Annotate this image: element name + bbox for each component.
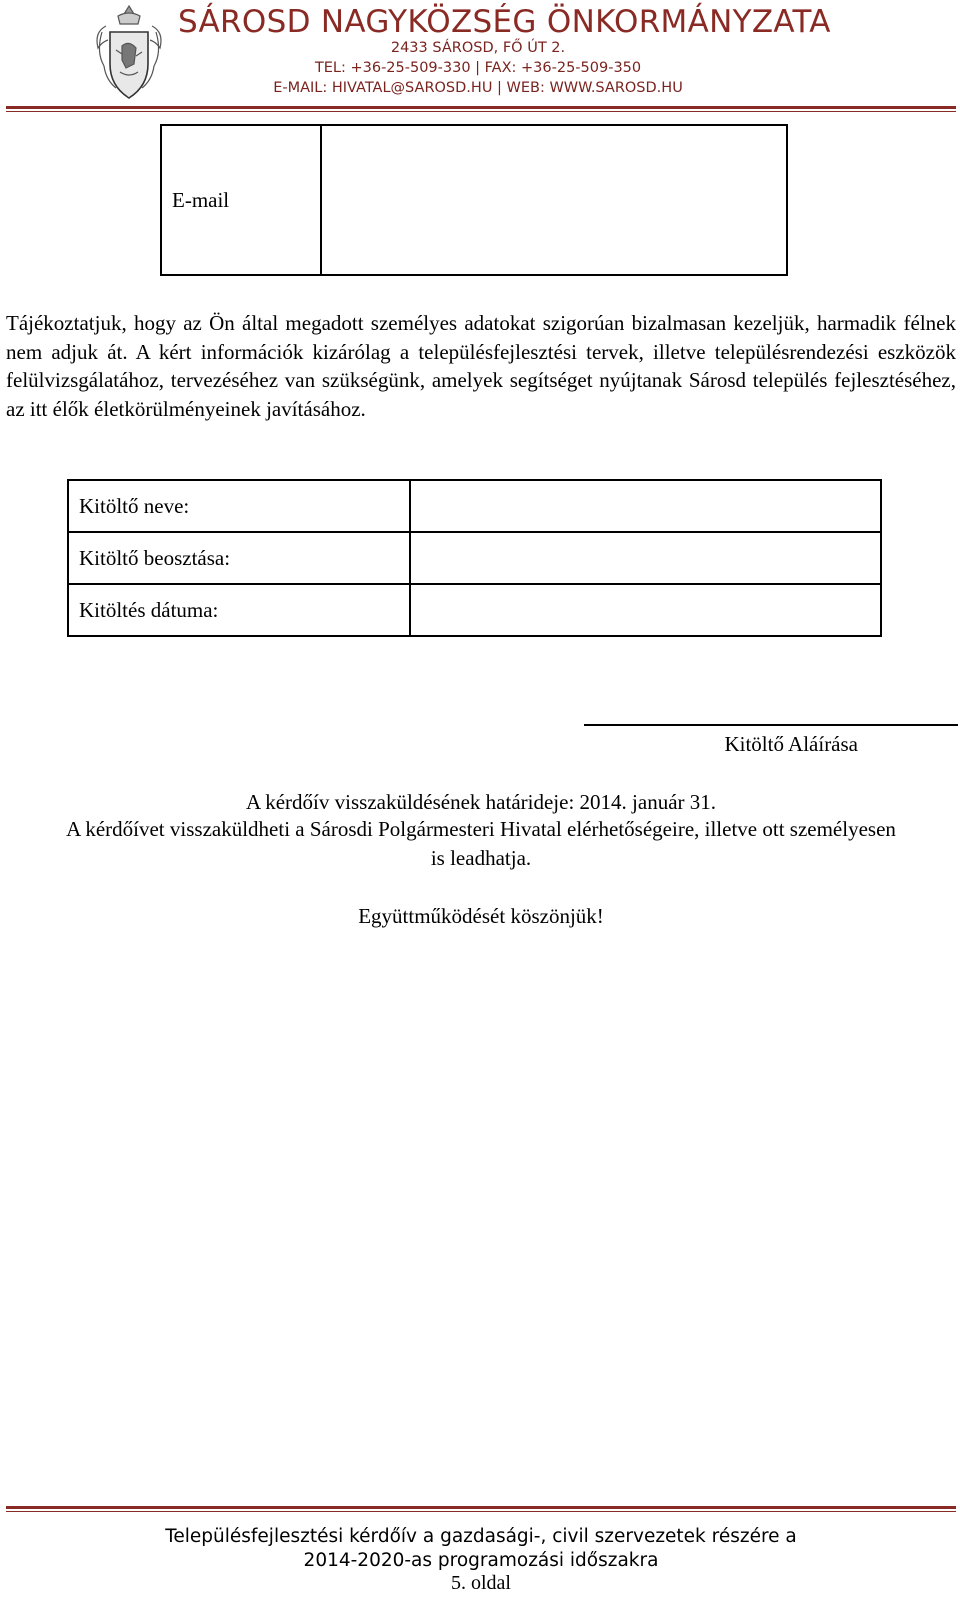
return-note: A kérdőívet visszaküldheti a Sárosdi Polgármesteri Hivatal elérhetőségeire, illetve ott személyesen is leadhatja. — [66, 817, 896, 870]
footer-line-1: Településfejlesztési kérdőív a gazdasági-, civil szervezetek részére a — [165, 1526, 797, 1547]
email-web-line: E-MAIL: HIVATAL@SAROSD.HU | WEB: WWW.SAROSD.HU — [273, 80, 683, 96]
privacy-notice: Tájékoztatjuk, hogy az Ön által megadott személyes adatokat szigorúan bizalmasan kezeljük, harmadik félnek nem adjuk át. A kért információk kizárólag a településfejlesztési tervek, illetve településrendezési eszközök felülvizsgálatához, tervezéséhez van szükségünk, amelyek segítséget nyújtanak Sárosd település fejlesztéséhez, az itt élők életkörülményeinek javításához. — [6, 311, 956, 421]
email-field[interactable] — [321, 125, 787, 275]
signature-label: Kitöltő Aláírása — [724, 732, 858, 756]
respondent-position-label: Kitöltő beosztása: — [68, 532, 410, 584]
respondent-position-field[interactable] — [410, 532, 881, 584]
municipality-title: SÁROSD NAGYKÖZSÉG ÖNKORMÁNYZATA — [178, 4, 831, 40]
deadline-note: A kérdőív visszaküldésének határideje: 2014. január 31. — [245, 790, 717, 814]
signature-label-wrap — [600, 732, 958, 757]
header-divider-thin — [6, 111, 956, 112]
fill-date-label: Kitöltés dátuma: — [68, 584, 410, 636]
thanks-note: Együttműködését köszönjük! — [358, 904, 604, 928]
page-number: 5. oldal — [451, 1572, 511, 1594]
header-divider — [6, 106, 956, 109]
respondent-form — [67, 479, 882, 637]
respondent-name-field[interactable] — [410, 480, 881, 532]
coat-of-arms-icon — [92, 2, 166, 106]
footer-divider — [6, 1506, 956, 1509]
footer-line-2: 2014-2020-as programozási időszakra — [303, 1550, 659, 1571]
fill-date-field[interactable] — [410, 584, 881, 636]
footer-divider-thin — [6, 1511, 956, 1512]
signature-line[interactable] — [584, 724, 958, 726]
table-row — [68, 480, 881, 532]
email-label: E-mail — [161, 125, 321, 275]
respondent-name-label: Kitöltő neve: — [68, 480, 410, 532]
phone-fax-line: TEL: +36-25-509-330 | FAX: +36-25-509-350 — [314, 60, 642, 76]
address-line: 2433 SÁROSD, FŐ ÚT 2. — [390, 40, 566, 56]
contact-table — [160, 124, 788, 276]
table-row — [68, 532, 881, 584]
table-row — [68, 584, 881, 636]
